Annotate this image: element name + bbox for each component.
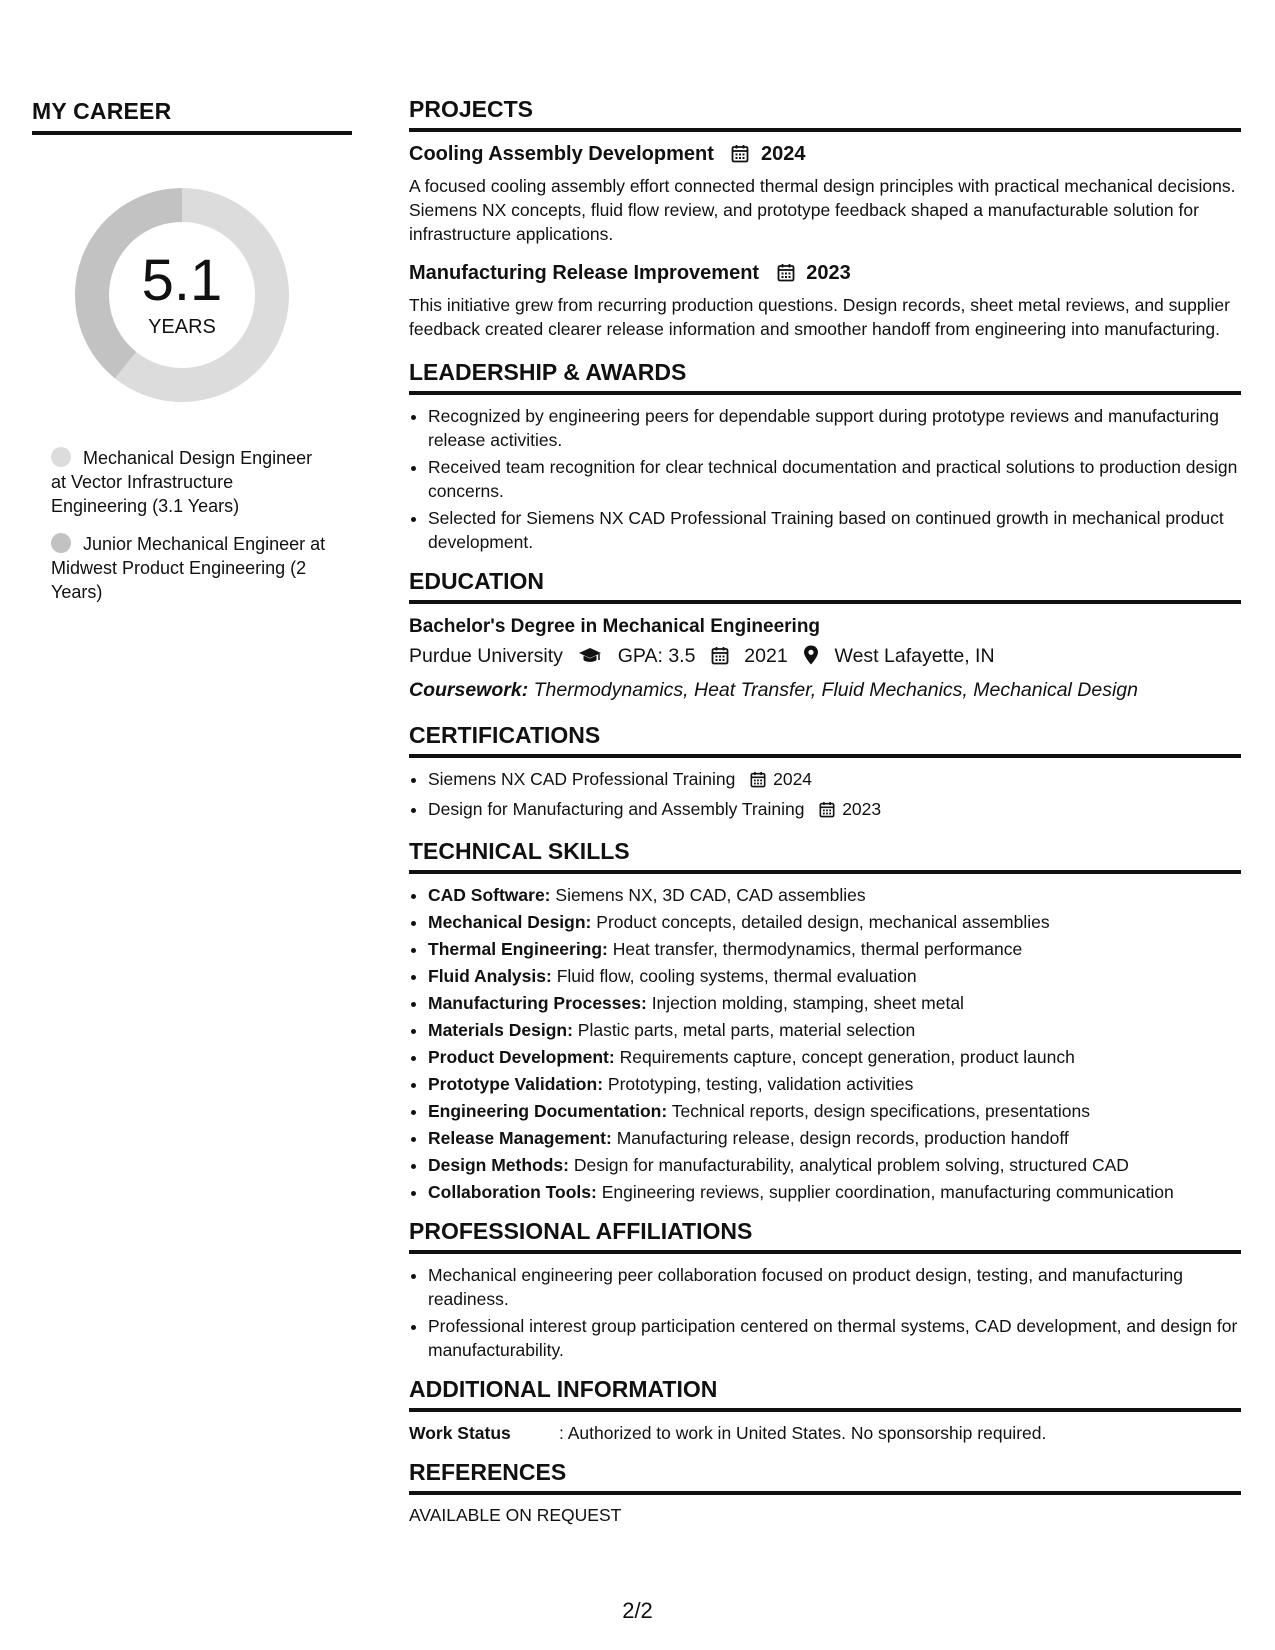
skill-item [428, 964, 1241, 988]
career-role-item [51, 446, 331, 518]
calendar-icon [731, 144, 749, 170]
coursework-label: Coursework: [409, 679, 529, 701]
list-item: • Mechanical engineering peer collaboration focused on product design, testing, and manufacturing readiness. [428, 1263, 1241, 1311]
certifications-list [409, 767, 1241, 824]
legend-dot [51, 533, 71, 553]
project-title-row [409, 141, 1241, 170]
skill-label: Prototype Validation: [428, 1074, 604, 1094]
career-title: MY CAREER [32, 98, 352, 135]
calendar-icon [750, 770, 766, 794]
education-meta [409, 642, 1241, 673]
skill-item [428, 1153, 1241, 1177]
skill-value: Design for manufacturability, analytical problem solving, structured CAD [573, 1155, 1129, 1175]
career-role-text: Mechanical Design Engineer at Vector Infrastructure Engineering (3.1 Years) [51, 448, 313, 516]
project-year: 2023 [806, 262, 851, 284]
skill-value: Manufacturing release, design records, production handoff [616, 1128, 1069, 1148]
skill-value: Prototyping, testing, validation activities [607, 1074, 914, 1094]
degree-title: Bachelor's Degree in Mechanical Engineering [409, 616, 821, 637]
certification-year: 2023 [842, 799, 882, 819]
leadership-list [409, 404, 1241, 554]
projects-heading: PROJECTS [409, 96, 1241, 132]
main-content [409, 96, 1241, 1526]
certification-name: Design for Manufacturing and Assembly Training [428, 799, 805, 819]
certification-item [428, 797, 1241, 824]
skill-value: Siemens NX, 3D CAD, CAD assemblies [555, 885, 866, 905]
leadership-heading: LEADERSHIP & AWARDS [409, 359, 1241, 395]
skill-label: Engineering Documentation: [428, 1101, 668, 1121]
skill-label: Release Management: [428, 1128, 612, 1148]
affiliations-heading: PROFESSIONAL AFFILIATIONS [409, 1218, 1241, 1254]
skill-value: Heat transfer, thermodynamics, thermal performance [612, 939, 1023, 959]
list-item: • Selected for Siemens NX CAD Professional Training based on continued growth in mechanical product development. [428, 506, 1241, 554]
certifications-heading: CERTIFICATIONS [409, 722, 1241, 758]
calendar-icon [819, 800, 835, 824]
coursework-list: Thermodynamics, Heat Transfer, Fluid Mechanics, Mechanical Design [533, 679, 1139, 701]
legend-dot [51, 447, 71, 467]
skill-item [428, 991, 1241, 1015]
list-item: • Recognized by engineering peers for dependable support during prototype reviews and manufacturing release activities. [428, 404, 1241, 452]
skill-label: CAD Software: [428, 885, 551, 905]
skill-value: Engineering reviews, supplier coordination, manufacturing communication [601, 1182, 1174, 1202]
certification-name: Siemens NX CAD Professional Training [428, 769, 736, 789]
work-status-value: : Authorized to work in United States. No sponsorship required. [559, 1423, 1047, 1443]
skill-label: Design Methods: [428, 1155, 569, 1175]
skill-label: Manufacturing Processes: [428, 993, 647, 1013]
career-role-item [51, 532, 331, 604]
work-status-label: Work Status [409, 1423, 511, 1443]
skill-label: Product Development: [428, 1047, 615, 1067]
skill-item [428, 937, 1241, 961]
skill-value: Plastic parts, metal parts, material selection [577, 1020, 916, 1040]
skills-list [409, 883, 1241, 1204]
certification-item [428, 767, 1241, 794]
project-title-row [409, 260, 1241, 289]
skill-label: Collaboration Tools: [428, 1182, 597, 1202]
career-roles [32, 446, 352, 604]
project-name: Cooling Assembly Development [409, 143, 714, 165]
skill-item [428, 883, 1241, 907]
total-years-unit: YEARS [148, 316, 216, 338]
skill-item [428, 1045, 1241, 1069]
career-role-text: Junior Mechanical Engineer at Midwest Product Engineering (2 Years) [51, 534, 326, 602]
work-status-row [409, 1421, 1241, 1445]
skill-value: Requirements capture, concept generation, product launch [619, 1047, 1075, 1067]
skill-item [428, 1099, 1241, 1123]
career-panel [32, 98, 352, 618]
skill-label: Thermal Engineering: [428, 939, 608, 959]
skill-value: Product concepts, detailed design, mechanical assemblies [596, 912, 1050, 932]
school-name: Purdue University [409, 645, 563, 667]
graduation-year: 2021 [744, 645, 788, 667]
references-heading: REFERENCES [409, 1459, 1241, 1495]
education-heading: EDUCATION [409, 568, 1241, 604]
skill-label: Materials Design: [428, 1020, 573, 1040]
school-location: West Lafayette, IN [834, 645, 995, 667]
skill-value: Injection molding, stamping, sheet metal [651, 993, 964, 1013]
gpa: GPA: 3.5 [617, 645, 696, 667]
coursework-row [409, 676, 1241, 704]
total-years-value: 5.1 [141, 248, 223, 313]
affiliations-list [409, 1263, 1241, 1362]
calendar-icon [777, 263, 795, 289]
skill-item [428, 1072, 1241, 1096]
skill-value: Fluid flow, cooling systems, thermal evaluation [556, 966, 917, 986]
skill-label: Mechanical Design: [428, 912, 592, 932]
skill-item [428, 1018, 1241, 1042]
skill-item [428, 1180, 1241, 1204]
skills-heading: TECHNICAL SKILLS [409, 838, 1241, 874]
graduation-cap-icon [578, 645, 602, 673]
career-donut-chart [67, 180, 297, 410]
list-item: • Professional interest group participation centered on thermal systems, CAD development, and design for manufacturability. [428, 1314, 1241, 1362]
skill-item [428, 910, 1241, 934]
list-item: • Received team recognition for clear technical documentation and practical solutions to production design concerns. [428, 455, 1241, 503]
project-year: 2024 [761, 143, 806, 165]
page-number: 2/2 [622, 1598, 653, 1623]
skill-item [428, 1126, 1241, 1150]
skill-value: Technical reports, design specifications, presentations [671, 1101, 1091, 1121]
skill-label: Fluid Analysis: [428, 966, 552, 986]
location-pin-icon [803, 645, 819, 673]
project-description: A focused cooling assembly effort connected thermal design principles with practical mechanical decisions. Siemens NX concepts, fluid flow review, and prototype feedback shaped a manufacturable solution for infrastructure applications. [409, 176, 1236, 244]
project-description: This initiative grew from recurring production questions. Design records, sheet metal reviews, and supplier feedback created clearer release information and smoother handoff from engineering into manufacturing. [409, 295, 1230, 339]
references-text: AVAILABLE ON REQUEST [409, 1505, 622, 1525]
certification-year: 2024 [773, 769, 813, 789]
project-name: Manufacturing Release Improvement [409, 262, 760, 284]
calendar-icon [711, 645, 729, 673]
additional-info-heading: ADDITIONAL INFORMATION [409, 1376, 1241, 1412]
